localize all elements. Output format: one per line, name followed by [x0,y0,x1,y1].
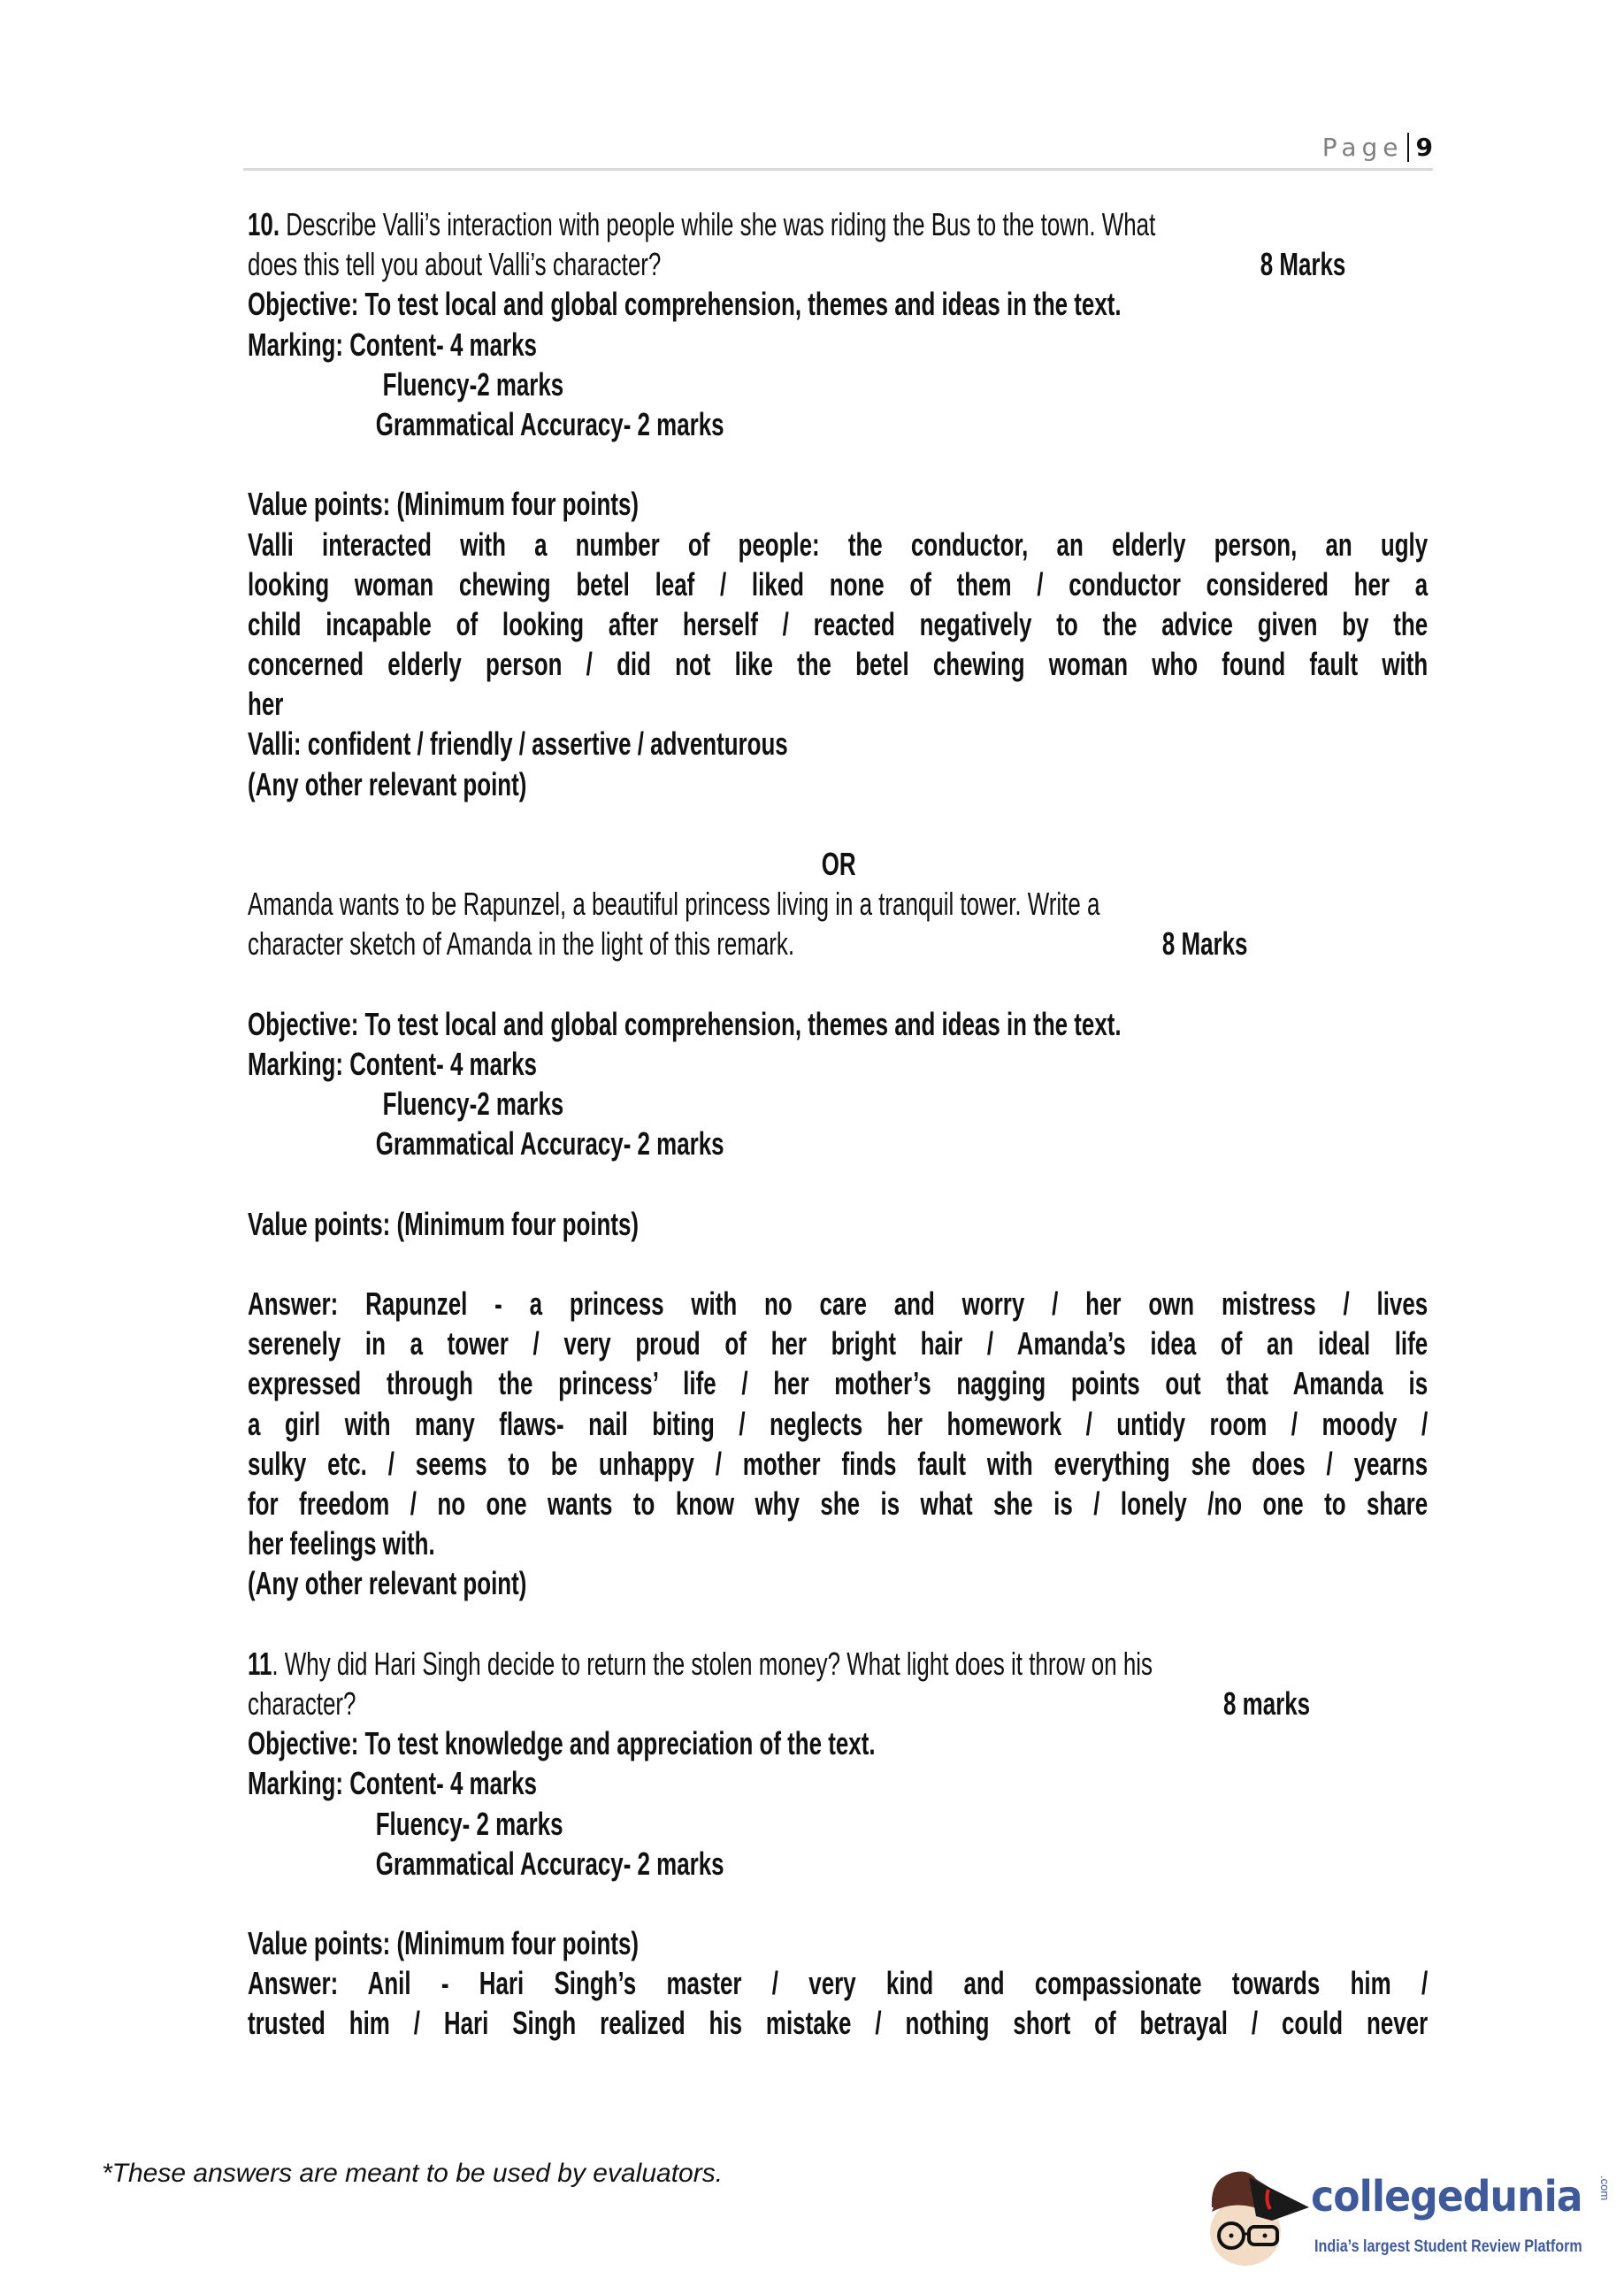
marking-content: Marking: Content- 4 marks [248,1765,537,1802]
or-divider: OR [821,846,856,882]
answer-line: trusted him / Hari Singh realized his mistake / nothing short of betrayal / could never [248,2005,1429,2042]
marks-label: 8 marks [1223,1684,1311,1722]
page-number [1322,133,1433,162]
marking-grammar-row [248,1124,1428,1163]
value-points-heading: Value points: (Minimum four points) [248,1925,640,1962]
alt-question-line2 [248,924,1428,963]
marking-grammar-row [248,404,1428,444]
logo-domain: .com [1598,2175,1612,2201]
question-text: . Why did Hari Singh decide to return the stolen money? What light does it throw on his [272,1645,1153,1682]
question-text: does this tell you about Valli’s character? [248,246,662,283]
character-traits: Valli: confident / friendly / assertive / adventurous [248,725,788,763]
answer-line: serenely in a tower / very proud of her bright hair / Amanda’s idea of an ideal life [248,1325,1429,1362]
objective: Objective: To test local and global comprehension, themes and ideas in the text. [248,286,1122,323]
marking-fluency: Fluency-2 marks [382,365,564,403]
q10-line2 [248,244,1428,284]
question-text: Describe Valli’s interaction with people while she was riding the Bus to the town. What [280,206,1156,242]
answer-line: a girl with many flaws- nail biting / neglects her homework / untidy room / moody / [248,1405,1429,1442]
alt-question-line1: Amanda wants to be Rapunzel, a beautiful princess living in a tranquil tower. Write a [248,886,1100,923]
answer-line: her feelings with. [248,1525,435,1562]
mascot-icon [1203,2145,1309,2269]
marking-content: Marking: Content- 4 marks [248,326,537,363]
answer-line: concerned elderly person / did not like the betel chewing woman who found fault with [248,646,1429,683]
objective: Objective: To test knowledge and appreciation of the text. [248,1725,876,1762]
marking-grammar: Grammatical Accuracy- 2 marks [375,1845,724,1882]
marking-fluency: Fluency-2 marks [382,1086,564,1123]
answer-line: child incapable of looking after herself / reacted negatively to the advice given by the [248,605,1429,642]
objective: Objective: To test local and global comprehension, themes and ideas in the text. [248,1005,1122,1042]
marking-fluency-row [248,1084,1428,1124]
value-points-heading: Value points: (Minimum four points) [248,1205,640,1242]
answer-key-content [248,204,1428,2044]
footer-note: *These answers are meant to be used by evaluators. [102,2159,724,2188]
marking-fluency-row [248,364,1428,404]
marking-fluency: Fluency- 2 marks [375,1805,563,1842]
marking-grammar: Grammatical Accuracy- 2 marks [375,1125,724,1163]
answer-line: expressed through the princess’ life / her mother’s nagging points out that Amanda is [248,1365,1429,1402]
answer-line: her [248,686,284,723]
question-text: character? [248,1684,356,1722]
answer-line: Answer: Rapunzel - a princess with no care and worry / her own mistress / lives [248,1285,1429,1323]
any-other-point: (Any other relevant point) [248,1565,527,1602]
page-number-value: 9 [1407,133,1433,162]
collegedunia-logo [1203,2145,1619,2269]
answer-line: for freedom / no one wants to know why she is what she is / lonely /no one to share [248,1485,1429,1522]
logo-brand: collegedunia [1311,2172,1582,2221]
any-other-point: (Any other relevant point) [248,765,527,802]
q11-line1 [248,1644,1428,1684]
q10-line1 [248,204,1428,244]
marking-grammar-row [248,1844,1428,1884]
marking-grammar: Grammatical Accuracy- 2 marks [375,405,724,442]
answer-line: Valli interacted with a number of people: the conductor, an elderly person, an ugly [248,526,1429,563]
header-rule [243,168,1433,171]
answer-line: sulky etc. / seems to be unhappy / mother finds fault with everything she does / yearns [248,1445,1429,1482]
marking-fluency-row [248,1804,1428,1844]
marks-label: 8 Marks [1161,925,1248,963]
question-number: 11 [248,1645,272,1682]
question-text: character sketch of Amanda in the light of this remark. [248,925,795,963]
logo-tagline: India’s largest Student Review Platform [1314,2237,1582,2256]
page-label: Page [1321,133,1404,162]
answer-line: looking woman chewing betel leaf / liked none of them / conductor considered her a [248,565,1429,602]
value-points-heading: Value points: (Minimum four points) [248,486,640,523]
marking-content: Marking: Content- 4 marks [248,1045,537,1082]
question-number: 10. [248,206,280,242]
answer-line: Answer: Anil - Hari Singh’s master / very kind and compassionate towards him / [248,1965,1429,2002]
marks-label: 8 Marks [1260,246,1346,283]
q11-line2 [248,1684,1428,1723]
